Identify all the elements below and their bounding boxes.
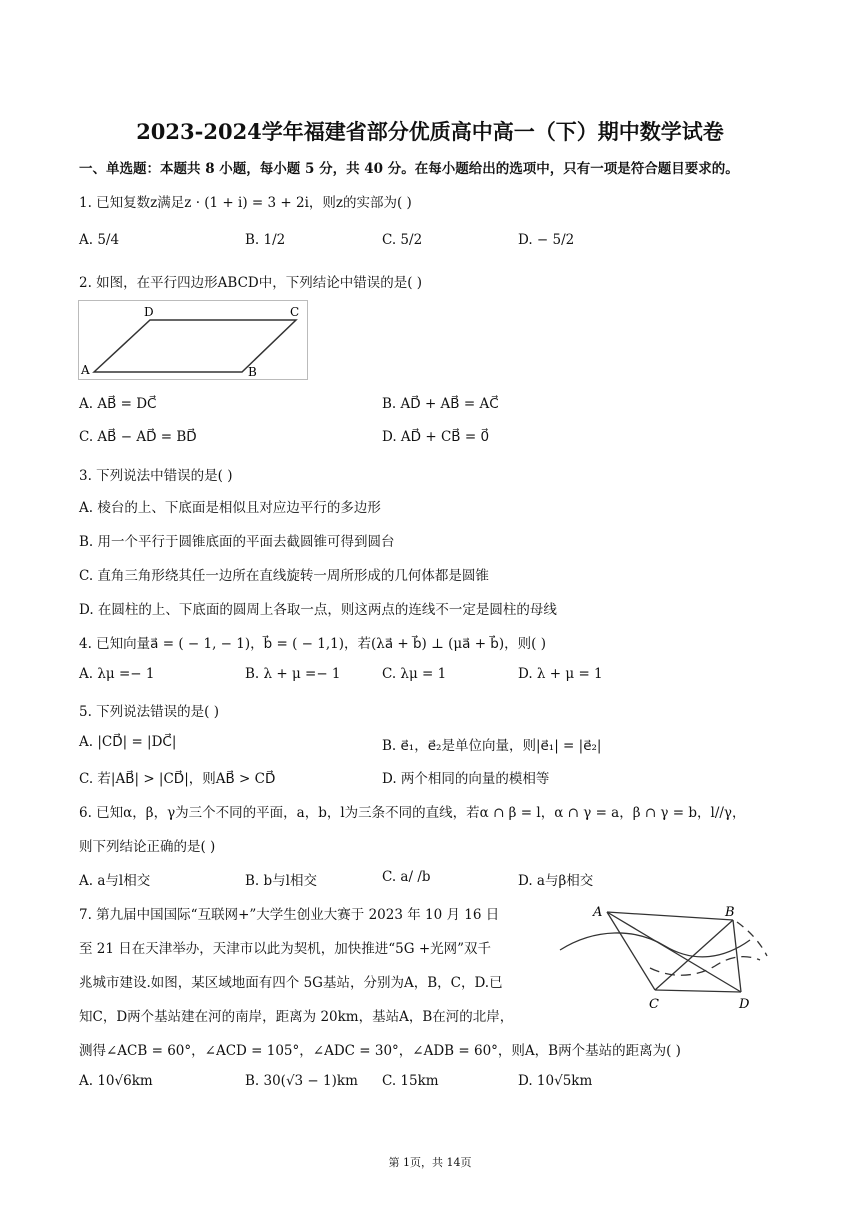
question-5-stem: 5. 下列说法错误的是( )	[79, 704, 219, 720]
question-7-line1: 7. 第九届中国国际“互联网+”大学生创业大赛于 2023 年 10 月 16 日	[79, 907, 500, 923]
question-7-line4: 知C，D两个基站建在河的南岸，距离为 20km，基站A，B在河的北岸，	[79, 1009, 514, 1025]
q2-option-a: A. AB⃗ = DC⃗	[79, 396, 157, 412]
river-stations-figure	[555, 898, 780, 1016]
q5-option-d: D. 两个相同的向量的模相等	[382, 771, 550, 787]
q1-option-d: D. − 5/2	[518, 232, 575, 248]
q3-option-a: A. 棱台的上、下底面是相似且对应边平行的多边形	[79, 500, 381, 516]
question-6-stem-line2: 则下列结论正确的是( )	[79, 839, 216, 855]
q7-option-d: D. 10√5km	[518, 1073, 593, 1089]
q5-option-a: A. |CD⃗| = |DC⃗|	[79, 734, 177, 750]
label-c: C	[290, 305, 300, 319]
river-bank-dashed	[650, 957, 760, 976]
q4-option-b: B. λ + μ =− 1	[245, 666, 341, 682]
q4-option-a: A. λμ =− 1	[79, 666, 155, 682]
q5-option-b: B. e⃗₁，e⃗₂是单位向量，则|e⃗₁| = |e⃗₂|	[382, 738, 602, 754]
q4-option-c: C. λμ = 1	[382, 666, 447, 682]
parallelogram-figure	[78, 300, 308, 380]
q2-option-d: D. AD⃗ + CB⃗ = 0⃗	[382, 429, 490, 445]
q1-option-c: C. 5/2	[382, 232, 423, 248]
page-title: 2023-2024学年福建省部分优质高中高一（下）期中数学试卷	[136, 119, 724, 144]
label-d: D	[144, 305, 154, 319]
q7-option-a: A. 10√6km	[79, 1073, 153, 1089]
question-7-line2: 至 21 日在天津举办，天津市以此为契机，加快推进“5G +光网”双千	[79, 941, 492, 957]
label-b: B	[248, 365, 257, 379]
question-2-stem: 2. 如图，在平行四边形ABCD中，下列结论中错误的是( )	[79, 275, 423, 291]
q6-option-d: D. a与β相交	[518, 873, 594, 889]
river-bank-east	[737, 922, 767, 956]
page-footer: 第 1页，共 14页	[388, 1156, 472, 1169]
q3-option-d: D. 在圆柱的上、下底面的圆周上各取一点，则这两点的连线不一定是圆柱的母线	[79, 602, 557, 618]
q6-option-c: C. a/ /b	[382, 869, 431, 885]
question-1-stem: 1. 已知复数z满足z · (1 + i) = 3 + 2i，则z的实部为( )	[79, 195, 412, 211]
q6-option-a: A. a与l相交	[79, 873, 151, 889]
label-a: A	[81, 363, 90, 377]
q1-option-b: B. 1/2	[245, 232, 286, 248]
figure-border	[79, 301, 308, 380]
label-c: C	[649, 997, 659, 1012]
question-7-line3: 兆城市建设.如图，某区域地面有四个 5G基站，分别为A，B，C，D.已	[79, 975, 503, 991]
q4-option-d: D. λ + μ = 1	[518, 666, 603, 682]
q3-option-c: C. 直角三角形绕其任一边所在直线旋转一周所形成的几何体都是圆锥	[79, 568, 489, 584]
parallelogram-shape	[94, 320, 296, 372]
q7-option-b: B. 30(√3 − 1)km	[245, 1073, 358, 1089]
q5-option-c: C. 若|AB⃗| > |CD⃗|，则AB⃗ > CD⃗	[79, 771, 276, 787]
label-d: D	[739, 997, 750, 1012]
section-heading: 一、单选题：本题共 8 小题，每小题 5 分，共 40 分。在每小题给出的选项中，只有一项是符合题目要求的。	[79, 161, 739, 177]
q2-option-b: B. AD⃗ + AB⃗ = AC⃗	[382, 396, 499, 412]
q3-option-b: B. 用一个平行于圆锥底面的平面去截圆锥可得到圆台	[79, 534, 395, 550]
q7-option-c: C. 15km	[382, 1073, 439, 1089]
question-7-line5: 测得∠ACB = 60°，∠ACD = 105°，∠ADC = 30°，∠ADB = 60°，则A，B两个基站的距离为( )	[79, 1043, 681, 1059]
label-b: B	[725, 905, 735, 920]
question-4-stem: 4. 已知向量a⃗ = ( − 1, − 1)，b⃗ = ( − 1,1)，若(λa⃗ + b⃗) ⊥ (μa⃗ + b⃗)，则( )	[79, 636, 546, 652]
q6-option-b: B. b与l相交	[245, 873, 317, 889]
river-bank-north	[560, 933, 750, 957]
label-a: A	[593, 905, 603, 920]
question-3-stem: 3. 下列说法中错误的是( )	[79, 468, 233, 484]
q1-option-a: A. 5/4	[79, 232, 120, 248]
question-6-stem-line1: 6. 已知α，β，γ为三个不同的平面，a，b，l为三条不同的直线，若α ∩ β = l，α ∩ γ = a，β ∩ γ = b，l//γ，	[79, 805, 746, 821]
q2-option-c: C. AB⃗ − AD⃗ = BD⃗	[79, 429, 197, 445]
